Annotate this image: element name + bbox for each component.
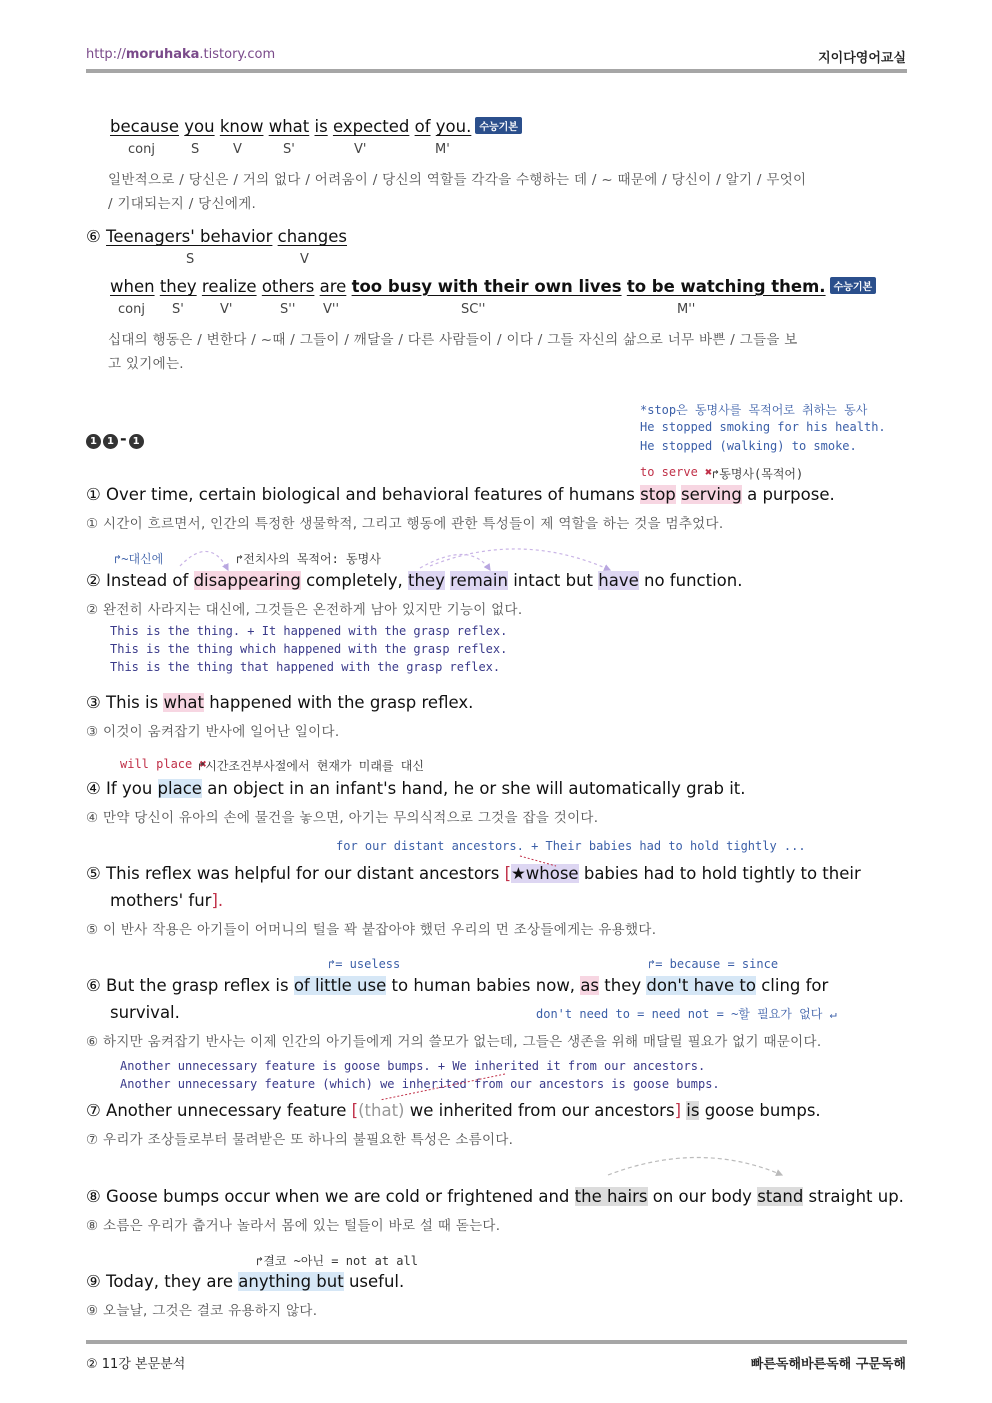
gram2-m2: M'' bbox=[677, 302, 696, 317]
header-title: 지이다영어교실 bbox=[818, 51, 906, 66]
translation-2: ② 완전히 사라지는 대신에, 그것들은 온전하게 남아 있지만 기능이 없다. bbox=[86, 602, 523, 618]
sentence-2: ② Instead of disappearing completely, they remain intact but have no function. bbox=[86, 571, 743, 590]
gram-conj: conj bbox=[128, 142, 155, 157]
header-url[interactable]: http://moruhaka.tistory.com bbox=[86, 47, 276, 62]
sentence-6-cont: survival. bbox=[110, 1003, 180, 1022]
note-will-place: will place ✖ bbox=[120, 757, 207, 771]
arrow-they-remain bbox=[420, 554, 490, 570]
sentence-9: ⑨ Today, they are anything but useful. bbox=[86, 1272, 405, 1291]
arrow-instead bbox=[180, 551, 228, 570]
note-to-serve: to serve ✖ bbox=[640, 465, 713, 479]
note-rel-3: This is the thing that happened with the grasp reflex. bbox=[110, 660, 501, 674]
note-stop-title: *stop은 동명사를 목적어로 취하는 동사 bbox=[640, 403, 868, 417]
note-prep-obj: ↱전치사의 목적어: 동명사 bbox=[236, 552, 381, 566]
translation-9: ⑨ 오늘날, 그것은 결코 유용하지 않다. bbox=[86, 1303, 318, 1319]
note-useless: ↱= useless bbox=[328, 957, 401, 971]
sentence-5-cont: mothers' fur]. bbox=[110, 891, 224, 910]
gram2-s2: S'' bbox=[280, 302, 296, 317]
sentence-1: ① Over time, certain biological and behavioral features of humans stop serving a purpose. bbox=[86, 485, 835, 504]
translation-5: ⑤ 이 반사 작용은 아기들이 어머니의 털을 꽉 붙잡아야 했던 우리의 먼 조상들에게는 유용했다. bbox=[86, 922, 657, 938]
sentence-6: ⑥ But the grasp reflex is of little use to human babies now, as they don't have to cling for bbox=[86, 976, 829, 995]
top-s6-ko-2: 고 있기에는. bbox=[108, 356, 184, 372]
top-s6-main: ⑥ Teenagers' behavior changes bbox=[86, 227, 347, 246]
top-s6-ko-1: 십대의 행동은 / 변한다 / ~때 / 그들이 / 깨달을 / 다른 사람들이 / 이다 / 그들 자신의 삶으로 너무 바쁜 / 그들을 보 bbox=[108, 332, 798, 348]
gram-s6-v: V bbox=[300, 252, 309, 267]
sentence-5: ⑤ This reflex was helpful for our distant ancestors [★whose babies had to hold tightly to their bbox=[86, 864, 861, 883]
note-dont-need: don't need to = need not = ~할 필요가 없다 ↵ bbox=[536, 1007, 837, 1021]
badge: 수능기본 bbox=[475, 117, 522, 134]
line-it-which bbox=[380, 1074, 505, 1100]
gram-s-prime: S' bbox=[283, 142, 295, 157]
note-not-at-all: ↱결코 ~아닌 = not at all bbox=[256, 1254, 418, 1268]
note-because-since: ↱= because = since bbox=[648, 957, 779, 971]
note-stop-ex2: He stopped (walking) to smoke. bbox=[640, 439, 857, 453]
top-s6-clause: when they realize others are too busy with their own lives to be watching them. 수능기본 bbox=[110, 277, 876, 296]
footer-left: ② 11강 본문분석 bbox=[86, 1357, 186, 1372]
translation-4: ④ 만약 당신이 유아의 손에 물건을 놓으면, 아기는 무의식적으로 그것을 잡을 것이다. bbox=[86, 810, 599, 826]
section-label: 1 1 - 1 bbox=[86, 429, 144, 449]
gram2-v2: V'' bbox=[323, 302, 340, 317]
note-time-clause: ↱시간조건부사절에서 현재가 미래를 대신 bbox=[198, 759, 424, 773]
sentence-3: ③ This is what happened with the grasp reflex. bbox=[86, 693, 474, 712]
gram-v: V bbox=[233, 142, 242, 157]
translation-1: ① 시간이 흐르면서, 인간의 특정한 생물학적, 그리고 행동에 관한 특성들이 제 역할을 하는 것을 멈추었다. bbox=[86, 516, 724, 532]
top-s5-clause: because you know what is expected of you. 수능기본 bbox=[110, 117, 522, 136]
note-another-2: Another unnecessary feature (which) we inherited from our ancestors is goose bumps. bbox=[120, 1077, 720, 1091]
note-stop-ex1: He stopped smoking for his health. bbox=[640, 420, 886, 434]
note-gerund-obj: ↱동명사(목적어) bbox=[712, 467, 804, 481]
gram2-sc2: SC'' bbox=[461, 302, 486, 317]
arrow-hairs-stand bbox=[608, 1158, 782, 1176]
sentence-8: ⑧ Goose bumps occur when we are cold or frightened and the hairs on our body stand straight up. bbox=[86, 1187, 904, 1206]
gram-v-prime: V' bbox=[354, 142, 367, 157]
sentence-7: ⑦ Another unnecessary feature [(that) we inherited from our ancestors] is goose bumps. bbox=[86, 1101, 821, 1120]
gram-s: S bbox=[191, 142, 200, 157]
badge-2: 수능기본 bbox=[830, 277, 877, 294]
top-s5-ko-1: 일반적으로 / 당신은 / 거의 없다 / 어려움이 / 당신의 역할들 각각을 수행하는 데 / ~ 때문에 / 당신이 / 알기 / 무엇이 bbox=[108, 172, 807, 188]
note-whose: for our distant ancestors. + Their babies had to hold tightly ... bbox=[336, 839, 806, 853]
sentence-4: ④ If you place an object in an infant's hand, he or she will automatically grab it. bbox=[86, 779, 746, 798]
translation-3: ③ 이것이 움켜잡기 반사에 일어난 일이다. bbox=[86, 724, 340, 740]
note-rel-2: This is the thing which happened with the grasp reflex. bbox=[110, 642, 508, 656]
note-rel-1: This is the thing. + It happened with the grasp reflex. bbox=[110, 624, 508, 638]
line-their-whose bbox=[520, 856, 556, 866]
gram2-v: V' bbox=[220, 302, 233, 317]
translation-8: ⑧ 소름은 우리가 춥거나 놀라서 몸에 있는 털들이 바로 설 때 돋는다. bbox=[86, 1218, 501, 1234]
gram-s6-s: S bbox=[186, 252, 195, 267]
gram2-conj: conj bbox=[118, 302, 145, 317]
footer-right: 빠른독해바른독해 구문독해 bbox=[750, 1357, 906, 1372]
translation-7: ⑦ 우리가 조상들로부터 물려받은 또 하나의 불필요한 특성은 소름이다. bbox=[86, 1132, 514, 1148]
translation-6: ⑥ 하지만 움켜잡기 반사는 이제 인간의 아기들에게 거의 쓸모가 없는데, 그들은 생존을 위해 매달릴 필요가 없기 때문이다. bbox=[86, 1034, 822, 1050]
note-instead: ↱~대신에 bbox=[114, 552, 164, 566]
top-s5-ko-2: / 기대되는지 / 당신에게. bbox=[108, 196, 257, 212]
gram2-s: S' bbox=[172, 302, 184, 317]
note-another-1: Another unnecessary feature is goose bumps. + We inherited it from our ancestors. bbox=[120, 1059, 706, 1073]
gram-m-prime: M' bbox=[435, 142, 450, 157]
arrow-they-have bbox=[430, 549, 610, 570]
